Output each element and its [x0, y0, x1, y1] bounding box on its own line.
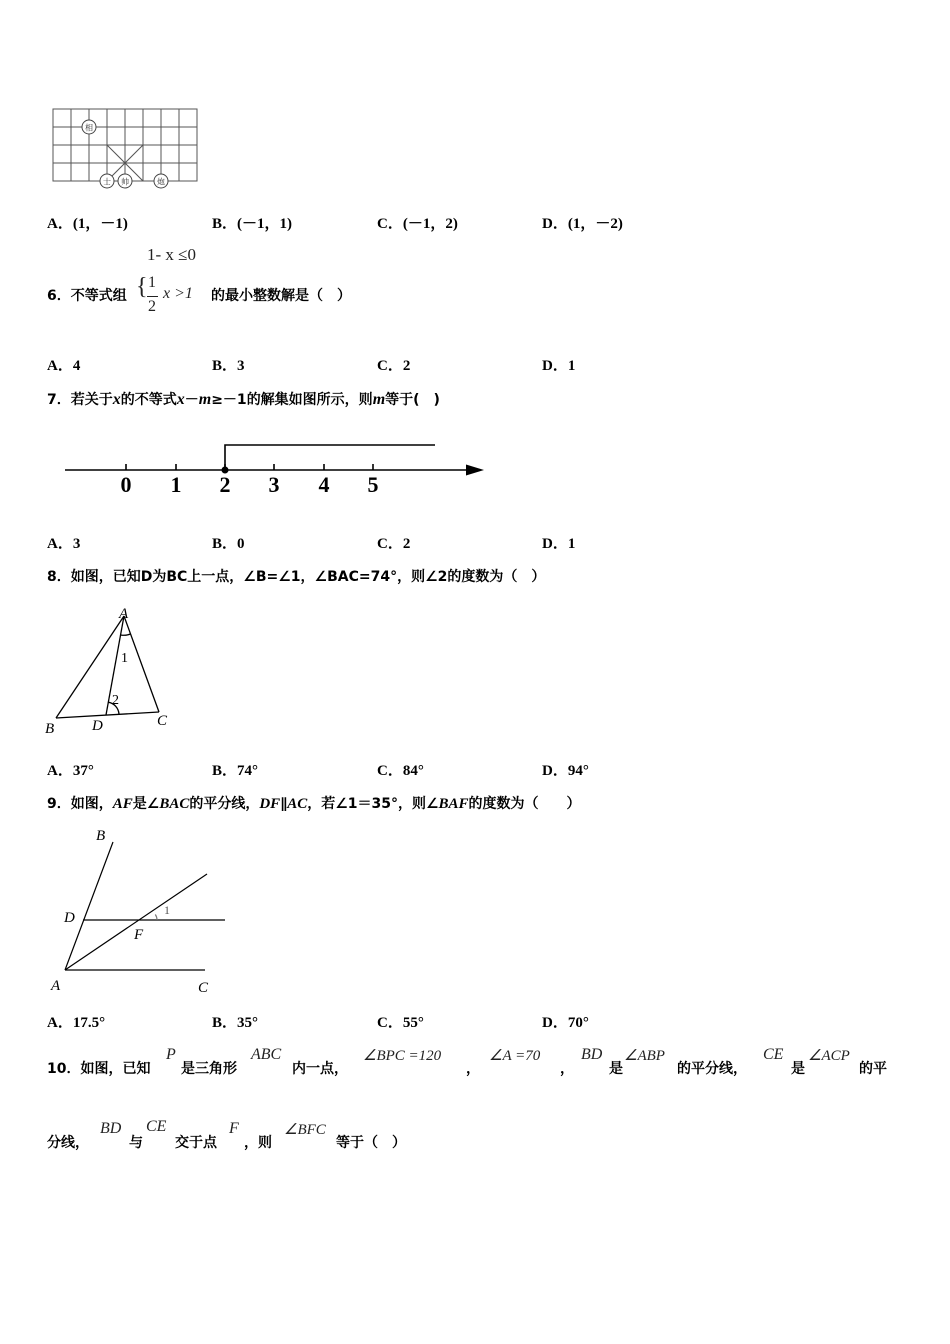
q10-text: ， — [560, 1061, 574, 1077]
label-c: C — [157, 713, 168, 729]
q7-var-x: x — [112, 391, 121, 408]
q10-text: 的平分线， — [677, 1061, 747, 1077]
angle-bisector-figure-q9 — [40, 822, 240, 1002]
q10-text: 的平 — [859, 1061, 887, 1077]
q6-frac-bar — [147, 296, 158, 297]
q10-text: 与 — [129, 1135, 143, 1151]
q7-stem-part: 等于( ) — [385, 392, 440, 408]
q10-text: 是 — [791, 1061, 805, 1077]
q9-option-a[interactable]: A．17.5° — [47, 1015, 106, 1031]
q9-df: DF — [259, 796, 281, 812]
q6-system-row1: 1- x ≤0 — [147, 245, 196, 264]
q7-stem-part: 的解集如图所示，则 — [246, 392, 373, 408]
q10-math-a: ∠A =70 — [489, 1048, 541, 1064]
chessboard-figure — [50, 106, 200, 190]
q8-option-c[interactable]: C．84° — [377, 763, 424, 779]
triangle-figure-q8 — [40, 602, 180, 742]
q9-stem — [47, 793, 581, 813]
label-b: B — [45, 721, 55, 737]
q7-stem — [47, 389, 440, 409]
label-angle-1: 1 — [121, 651, 128, 666]
q10-text: 内一点， — [292, 1061, 348, 1077]
label-f: F — [134, 927, 144, 943]
angle-1-arc — [121, 634, 131, 635]
q5-option-c[interactable]: C．(－1，2) — [377, 216, 458, 232]
number-line-figure — [60, 435, 490, 505]
piece-xiang — [82, 120, 96, 134]
q7-var-m: m — [372, 391, 386, 408]
axis-label-2: 2 — [219, 472, 231, 497]
q10-math-bd: BD — [581, 1046, 603, 1063]
q7-expr-x: x — [176, 391, 185, 408]
q6-frac-den: 2 — [148, 298, 156, 315]
q6-option-a[interactable]: A．4 — [47, 358, 81, 374]
q8-option-a[interactable]: A．37° — [47, 763, 94, 779]
label-angle-2: 2 — [112, 693, 119, 708]
piece-shi — [100, 174, 114, 188]
q10-math-bd-2: BD — [100, 1120, 122, 1137]
piece-shuai — [118, 174, 132, 188]
q7-expr-minus: － — [184, 392, 199, 408]
arrow-head-icon — [466, 465, 484, 476]
q6-stem-suffix: 的最小整数解是（ ） — [211, 288, 351, 304]
q5-option-d[interactable]: D．(1，－2) — [542, 216, 623, 232]
q6-option-c[interactable]: C．2 — [377, 358, 411, 374]
q5-option-a[interactable]: A．(1，－1) — [47, 216, 128, 232]
q7-option-d[interactable]: D．1 — [542, 536, 576, 552]
label-b: B — [96, 828, 106, 844]
angle-1-arc — [155, 914, 157, 920]
q10-math-acp: ∠ACP — [808, 1048, 850, 1064]
svg-text:士: 士 — [103, 177, 111, 187]
q9-af: AF — [112, 796, 133, 812]
q9-stem-part: 的平分线， — [189, 796, 260, 812]
q9-baf: BAF — [438, 796, 469, 812]
q5-option-b[interactable]: B．(－1，1) — [212, 216, 292, 232]
q10-text: 是 — [609, 1061, 623, 1077]
q9-option-b[interactable]: B．35° — [212, 1015, 259, 1031]
q7-option-c[interactable]: C．2 — [377, 536, 411, 552]
q8-option-b[interactable]: B．74° — [212, 763, 259, 779]
label-a: A — [119, 606, 129, 622]
q6-system-row2: x >1 — [163, 285, 193, 302]
label-d: D — [64, 910, 75, 926]
q7-option-a[interactable]: A．3 — [47, 536, 81, 552]
label-a: A — [51, 978, 61, 994]
q10-math-bfc: ∠BFC — [284, 1122, 326, 1138]
q10-text: ， — [466, 1061, 480, 1077]
q10-math-ce-2: CE — [146, 1118, 167, 1135]
q10-text: 10．如图，已知 — [47, 1061, 151, 1077]
q6-system-brace: { — [136, 274, 148, 300]
q10-text: 是三角形 — [181, 1061, 237, 1077]
q8-option-d[interactable]: D．94° — [542, 763, 589, 779]
q10-math-f: F — [229, 1120, 239, 1137]
piece-pao — [154, 174, 168, 188]
q9-parallel: ∥ — [280, 796, 288, 812]
q6-option-d[interactable]: D．1 — [542, 358, 576, 374]
q7-stem-part: 的不等式 — [120, 392, 177, 408]
q7-expr-m: m — [198, 391, 212, 408]
q9-stem-part: 是∠ — [132, 796, 160, 812]
label-c: C — [198, 980, 209, 996]
label-angle-1: 1 — [164, 903, 170, 917]
q7-stem-part: 7．若关于 — [47, 392, 113, 408]
q8-stem: 8．如图，已知D为BC上一点，∠B=∠1，∠BAC=74°，则∠2的度数为（ ） — [47, 569, 546, 585]
q10-math-abc: ABC — [251, 1046, 282, 1063]
q6-frac-num: 1 — [148, 274, 156, 291]
q10-text: 等于（ ） — [336, 1135, 406, 1151]
q9-option-c[interactable]: C．55° — [377, 1015, 424, 1031]
axis-label-1: 1 — [170, 472, 182, 497]
axis-label-4: 4 — [318, 472, 330, 497]
q10-text: ，则 — [244, 1135, 272, 1151]
q10-math-bpc: ∠BPC =120 — [363, 1048, 442, 1064]
q10-text: 交于点 — [175, 1135, 217, 1151]
q10-math-ce: CE — [763, 1046, 784, 1063]
q10-text: 分线， — [47, 1135, 89, 1151]
q9-bac: BAC — [159, 796, 190, 812]
svg-text:炮: 炮 — [157, 177, 165, 187]
solution-ray — [225, 445, 435, 470]
axis-label-5: 5 — [367, 472, 379, 497]
q9-ac: AC — [287, 796, 308, 812]
q7-expr-rest: ≥－1 — [211, 392, 247, 408]
svg-text:相: 相 — [85, 123, 93, 133]
q7-option-b[interactable]: B．0 — [212, 536, 245, 552]
q9-stem-part: 的度数为（ ） — [468, 796, 581, 812]
side-ac — [124, 616, 159, 712]
axis-label-0: 0 — [120, 472, 132, 497]
q9-stem-part: 9．如图， — [47, 796, 113, 812]
q6-option-b[interactable]: B．3 — [212, 358, 245, 374]
axis-label-3: 3 — [268, 472, 280, 497]
q9-stem-part: ，若∠1＝35°，则∠ — [307, 796, 439, 812]
label-d: D — [92, 718, 103, 734]
side-bc — [56, 712, 159, 718]
ray-ab — [65, 842, 113, 970]
q6-stem-prefix: 6．不等式组 — [47, 288, 127, 304]
q9-option-d[interactable]: D．70° — [542, 1015, 589, 1031]
q10-math-abp: ∠ABP — [624, 1048, 665, 1064]
ray-af — [65, 874, 207, 970]
q10-math-p: P — [166, 1046, 176, 1063]
svg-text:帅: 帅 — [121, 177, 129, 187]
